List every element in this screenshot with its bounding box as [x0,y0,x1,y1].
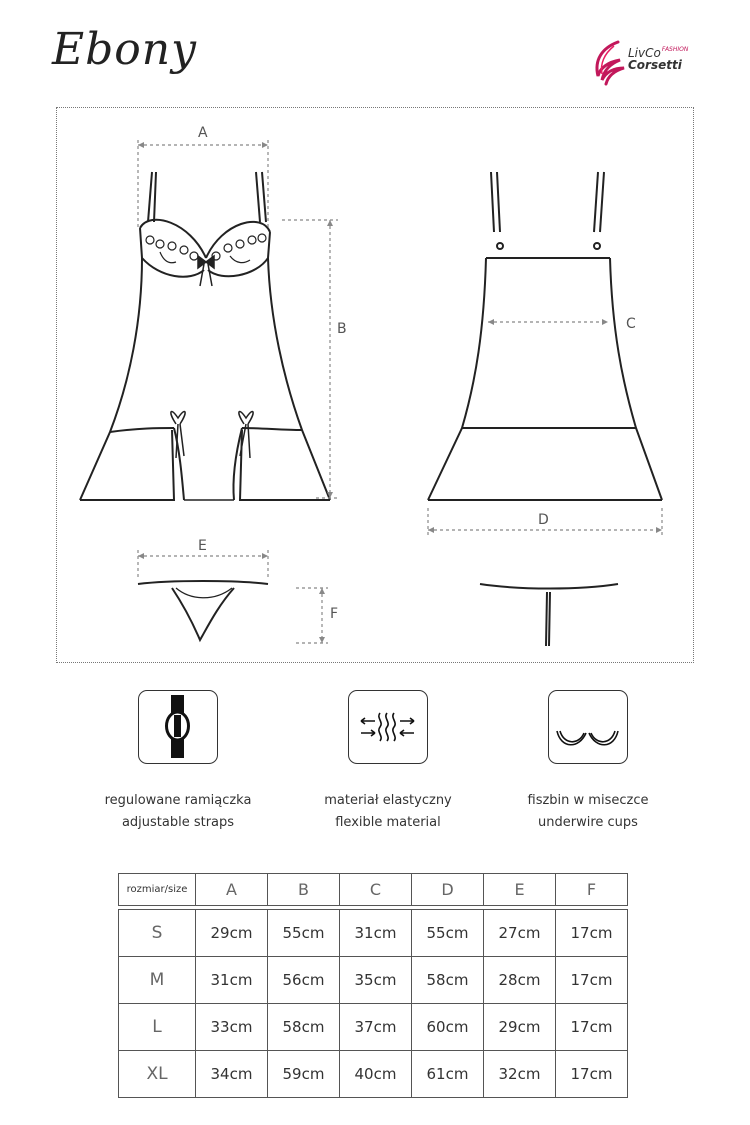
table-row [119,1004,628,1051]
thong-back-drawing [480,584,618,646]
dimension-label-a: A [198,125,208,141]
value-cell: 27cm [484,910,556,957]
value-cell: 37cm [340,1004,412,1051]
size-cell: S [119,910,196,957]
header-cell: A [196,874,268,906]
value-cell: 58cm [412,957,484,1004]
size-table [118,873,628,1098]
babydoll-back-drawing [428,172,662,500]
value-cell: 34cm [196,1051,268,1098]
size-table-header [119,874,628,906]
value-cell: 17cm [556,957,628,1004]
header-cell: E [484,874,556,906]
value-cell: 58cm [268,1004,340,1051]
header-cell: rozmiar/size [119,874,196,906]
brand-name-line1: LivCo$^{FASHION}$ [628,46,689,60]
value-cell: 33cm [196,1004,268,1051]
value-cell: 40cm [340,1051,412,1098]
size-cell: M [119,957,196,1004]
dimension-arrows [138,142,662,643]
value-cell: 31cm [340,910,412,957]
header-cell: F [556,874,628,906]
elastic-material-icon [348,690,428,764]
feature-label-straps: regulowane ramiączka adjustable straps [104,793,252,830]
size-cell: XL [119,1051,196,1098]
value-cell: 56cm [268,957,340,1004]
value-cell: 17cm [556,1004,628,1051]
value-cell: 61cm [412,1051,484,1098]
value-cell: 55cm [412,910,484,957]
table-row [119,1051,628,1098]
value-cell: 55cm [268,910,340,957]
table-row [119,910,628,957]
header-cell: B [268,874,340,906]
value-cell: 35cm [340,957,412,1004]
feature-label-material: materiał elastyczny flexible material [324,793,452,830]
size-cell: L [119,1004,196,1051]
value-cell: 29cm [196,910,268,957]
value-cell: 60cm [412,1004,484,1051]
dimension-lines [138,140,662,643]
header-cell: C [340,874,412,906]
value-cell: 32cm [484,1051,556,1098]
dimension-label-c: C [626,316,636,332]
product-title: Ebony [52,24,197,75]
dimension-label-e: E [198,538,207,554]
lace-flowers [146,234,266,263]
value-cell: 59cm [268,1051,340,1098]
header-cell: D [412,874,484,906]
value-cell: 17cm [556,910,628,957]
front-bow-icon [198,256,214,286]
dimension-label-b: B [337,321,347,337]
table-row [119,957,628,1004]
feature-label-underwire: fiszbin w miseczce underwire cups [527,793,649,830]
adjustable-strap-icon [138,690,218,764]
babydoll-front-drawing [80,172,330,500]
value-cell: 17cm [556,1051,628,1098]
thong-front-drawing [138,581,268,640]
brand-name-line2: Corsetti [628,58,682,72]
value-cell: 29cm [484,1004,556,1051]
underwire-cups-icon [548,690,628,764]
value-cell: 28cm [484,957,556,1004]
value-cell: 31cm [196,957,268,1004]
dimension-label-f: F [330,606,339,622]
dimension-label-d: D [538,512,549,528]
